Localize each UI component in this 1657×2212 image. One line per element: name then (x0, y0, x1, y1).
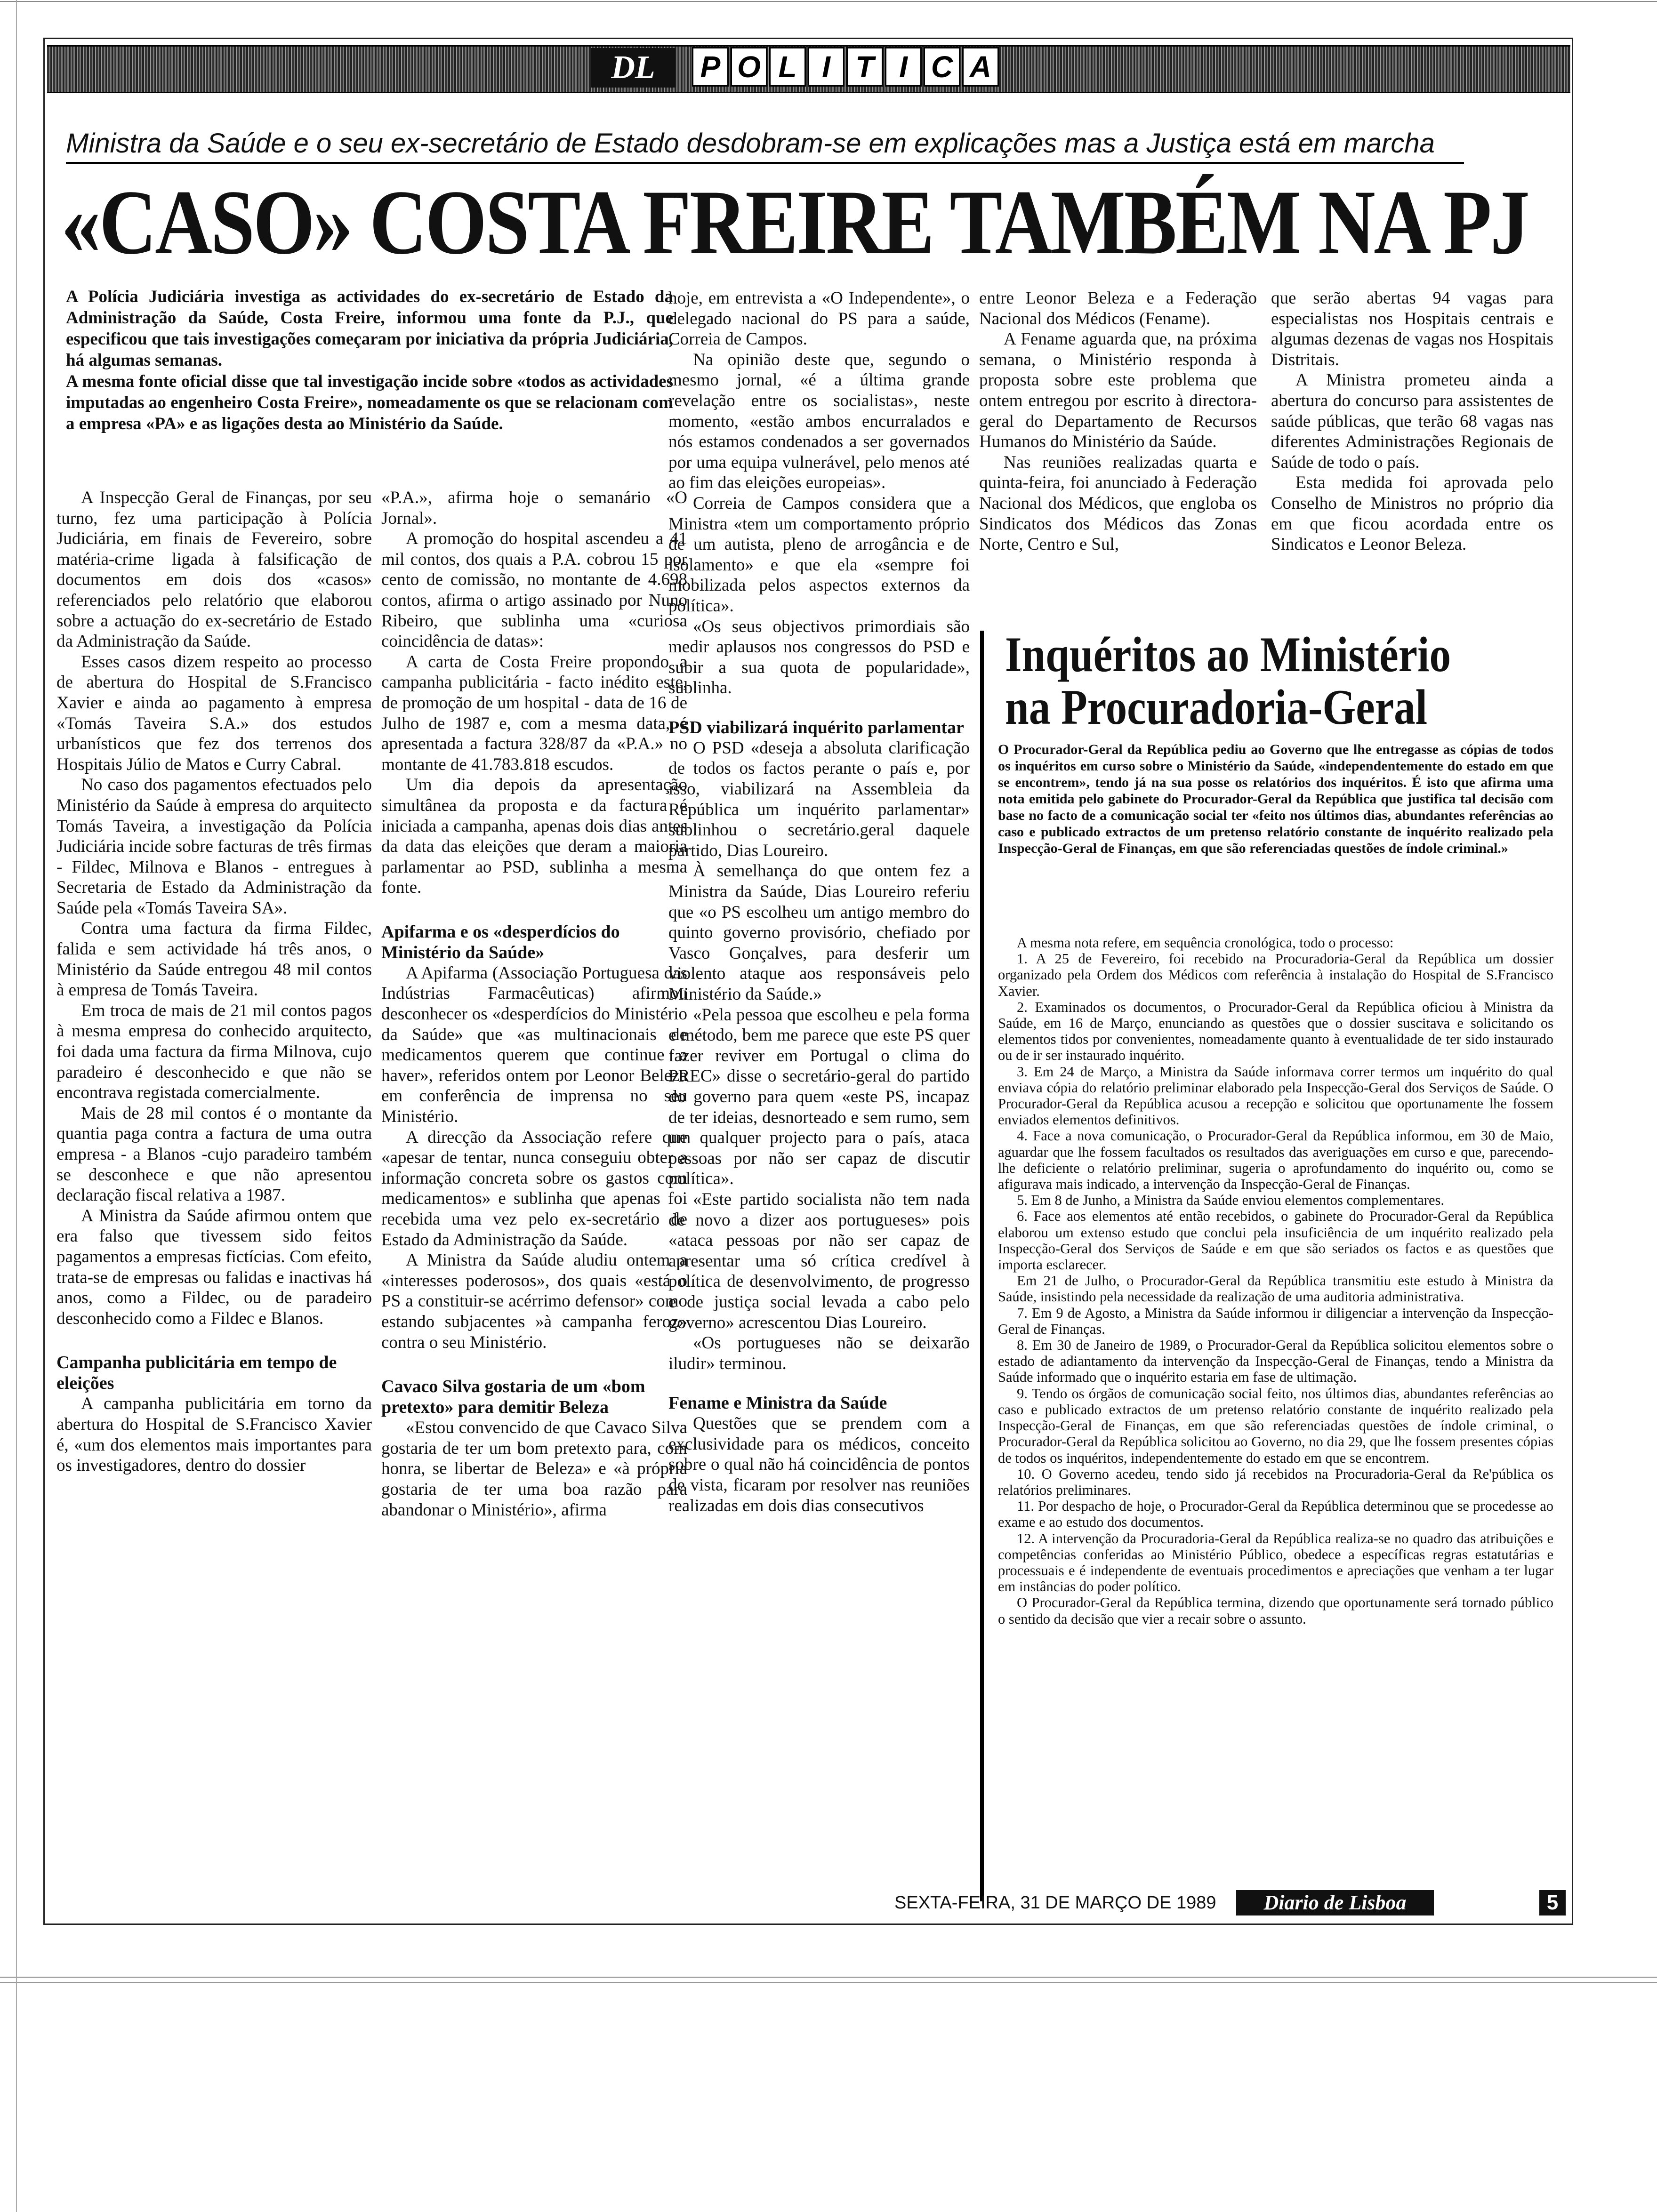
box-paragraph: 7. Em 9 de Agosto, a Ministra da Saúde informou ir diligenciar a intervenção da Inspecção-Geral de Finanças. (998, 1305, 1553, 1337)
box-headline (1005, 628, 1471, 734)
box-paragraph: 6. Face aos elementos até então recebidos, o gabinete do Procurador-Geral da República elaborou um extenso estudo que conclui pela insuficiência de um inquérito realizado pela Inspecção-Geral dos Serviços de Saúde e em que são seriados os factos e as questões que importa esclarecer. (998, 1208, 1553, 1273)
subheading: Fename e Ministra da Saúde (668, 1393, 887, 1413)
body-paragraph: «Os portugueses não se deixarão iludir» terminou. (668, 1333, 970, 1373)
box-paragraph: 1. A 25 de Fevereiro, foi recebido na Procuradoria-Geral da República um dossier organizado pela Ordem dos Médicos com referência à instalação do Hospital de S.Francisco Xavier. (998, 951, 1553, 999)
section-letter: P (692, 47, 729, 87)
body-paragraph: Mais de 28 mil contos é o montante da quantia paga contra a factura de uma outra empresa - a Blanos -cujo paradeiro também se desconhece e que não apresentou declaração fiscal relativa a 1987. (56, 1103, 372, 1205)
body-paragraph: Nas reuniões realizadas quarta e quinta-feira, foi anunciado à Federação Nacional dos Médicos, que engloba os Sindicatos dos Médicos das Zonas Norte, Centro e Sul, (979, 452, 1257, 554)
main-headline: «CASO» COSTA FREIRE TAMBÉM NA PJ (61, 171, 1528, 273)
body-paragraph: Um dia depois da apresentação simultânea da proposta e da factura é iniciada a campanha, apenas dois dias antes da data das eleições que deram a maioria parlamentar ao PSD, sublinha a mesma fonte. (381, 775, 687, 898)
lead-paragraph: A mesma fonte oficial disse que tal investigação incide sobre «todos as actividades imputadas ao engenheiro Costa Freire», nomeadamente os que se relacionam com a empresa «PA» e as ligações desta ao Ministério da Saúde. (66, 372, 673, 433)
section-letter: L (769, 47, 806, 87)
body-paragraph: «Este partido socialista não tem nada de novo a dizer aos portugueses» pois «ataca pessoas por não ser capaz de apresentar uma só crítica credível à política de desenvolvimento, de progresso e de justiça social levada a cabo pelo governo» acrescentou Dias Loureiro. (668, 1189, 970, 1332)
article-column-5 (1271, 288, 1553, 555)
body-paragraph: Esses casos dizem respeito ao processo de abertura do Hospital de S.Francisco Xavier e ainda ao pagamento à empresa «Tomás Taveira S.A.» dos estudos urbanísticos que fez dos terrenos dos Hospitais Júlio de Matos e Curry Cabral. (56, 652, 372, 774)
body-paragraph: A Apifarma (Associação Portuguesa das Indústrias Farmacêuticas) afirmou desconhecer os «desperdícios do Ministério da Saúde» que «as multinacionais de medicamentos querem que continue a haver», referidos ontem por Leonor Beleza em conferência de imprensa no seu Ministério. (381, 963, 687, 1127)
box-paragraph: 10. O Governo acedeu, tendo sido já recebidos na Procuradoria-Geral da Re'pública os relatórios preliminares. (998, 1466, 1553, 1498)
page-number: 5 (1539, 1890, 1566, 1915)
article-column-3 (668, 288, 970, 1516)
section-label-politica (692, 47, 999, 88)
body-paragraph: A Ministra prometeu ainda a abertura do concurso para assistentes de saúde públicas, que terão 68 vagas nas diferentes Administrações Regionais de Saúde de todo o país. (1271, 370, 1553, 472)
footer-newspaper-name: Diario de Lisboa (1236, 1890, 1434, 1915)
body-paragraph: entre Leonor Beleza e a Federação Nacional dos Médicos (Fename). (979, 289, 1257, 329)
box-lead: O Procurador-Geral da República pediu ao Governo que lhe entregasse as cópias de todos os inquéritos em curso sobre o Ministério da Saúde, «independentemente do estado em que se encontrem», tendo já na sua posse os relatórios dos inquéritos. É isto que afirma uma nota emitida pelo gabinete do Procurador-Geral da República que justifica tal decisão com base no facto de a comunicação social ter «feito nos últimos dias, abundantes referências ao caso e publicado extractos de um pretenso relatório constante de inquérito realizado pela Inspecção-Geral de Finanças, em que são referenciadas questões de índole criminal.» (998, 742, 1553, 856)
section-letter: I (808, 47, 845, 87)
article-column-4 (979, 288, 1257, 555)
section-letter: I (885, 47, 922, 87)
box-paragraph: 11. Por despacho de hoje, o Procurador-Geral da República determinou que se procedesse ao exame e ao estudo dos documentos. (998, 1498, 1553, 1531)
body-paragraph: A Ministra da Saúde afirmou ontem que era falso que tivessem sido feitos pagamentos a empresas fictícias. Com efeito, trata-se de empresas ou falidas e inactivas há anos, como a Fildec, ou de paradeiro desconhecido como a Fildec e Blanos. (56, 1206, 372, 1328)
box-paragraph: 5. Em 8 de Junho, a Ministra da Saúde enviou elementos complementares. (1017, 1192, 1445, 1209)
body-paragraph: No caso dos pagamentos efectuados pelo Ministério da Saúde à empresa do arquitecto Tomás Taveira, a investigação da Polícia Judiciária incide sobre facturas de três firmas - Fildec, Milnova e Blanos - entregues à Secretaria de Estado da Administração da Saúde pela «Tomás Taveira SA». (56, 775, 372, 918)
kicker-line: Ministra da Saúde e o seu ex-secretário de Estado desdobram-se em explicações mas a Justiça está em marcha (66, 127, 1464, 164)
body-paragraph: A Inspecção Geral de Finanças, por seu turno, fez uma participação à Polícia Judiciária, em finais de Fevereiro, sobre matéria-crime ligada à falsificação de documentos em dois dos «casos» referenciados pelo relatório que elaborou sobre a actuação do ex-secretário de Estado da Administração da Saúde. (56, 488, 372, 651)
article-column-2 (381, 488, 687, 1520)
box-paragraph: 9. Tendo os órgãos de comunicação social feito, nos últimos dias, abundantes referências ao caso e publicado extractos de um pretenso relatório constante de inquérito realizado pela Inspecção-Geral de Finanças, em que são referenciadas questões de índole criminal, o Procurador-Geral da República solicitou ao Governo, no dia 29, que lhe fossem presentes cópias de todos os inquéritos, independentemente do estado em que se encontrem. (998, 1385, 1553, 1466)
article-column-1 (56, 488, 372, 1476)
body-paragraph: «Estou convencido de que Cavaco Silva gostaria de ter um bom pretexto para, com honra, se libertar de Beleza» e «à própria gostaria de ter uma boa razão para abandonar o Ministério», afirma (381, 1418, 687, 1520)
body-paragraph: À semelhança do que ontem fez a Ministra da Saúde, Dias Loureiro referiu que «o PS escolheu um antigo membro do quinto governo provisório, chefiado por Vasco Gonçalves, para desferir um violento ataque aos responsáveis pelo Ministério da Saúde.» (668, 861, 970, 1004)
box-body (998, 935, 1553, 1627)
body-paragraph: A Fename aguarda que, na próxima semana, o Ministério responda à proposta sobre este problema que ontem entregou por escrito à directora-geral do Departamento de Recursos Humanos do Ministério da Saúde. (979, 329, 1257, 452)
section-letter: A (962, 47, 999, 87)
body-paragraph: que serão abertas 94 vagas para especialistas nos Hospitais centrais e algumas dezenas de vagas nos Hospitais Distritais. (1271, 289, 1553, 369)
body-paragraph: A promoção do hospital ascendeu a 41 mil contos, dos quais a P.A. cobrou 15 por cento de comissão, no montante de 4.698 contos, afirma o artigo assinado por Nuno Ribeiro, que sublinha uma «curiosa coincidência de datas»: (381, 529, 687, 651)
section-letter: T (846, 47, 883, 87)
body-paragraph: Contra uma factura da firma Fildec, falida e sem actividade há três anos, o Ministério da Saúde entregou 48 mil contos à empresa de Tomás Taveira. (56, 919, 372, 1000)
box-paragraph: 3. Em 24 de Março, a Ministra da Saúde informava correr termos um inquérito do qual enviava cópia do relatório preliminar elaborado pela Inspecção-Geral dos Serviços de Saúde. O Procurador-Geral da República acusou a recepção e solicitou que oportunamente lhe fossem enviados elementos definitivos. (998, 1063, 1553, 1128)
box-paragraph: O Procurador-Geral da República termina, dizendo que oportunamente será tornado público o sentido da decisão que vier a recair sobre o assunto. (998, 1595, 1553, 1627)
body-paragraph: Esta medida foi aprovada pelo Conselho de Ministros no próprio dia em que ficou acordada entre os Sindicatos e Leonor Beleza. (1271, 473, 1553, 554)
body-paragraph: «Pela pessoa que escolheu e pela forma e método, bem me parece que este PS quer fazer reviver em Portugal o clima do PREC» disse o secretário-geral do partido do governo para quem «este PS, incapaz de ter ideias, desnorteado e sem rumo, sem um qualquer projecto para o país, ataca pessoas por não ser capaz de discutir política». (668, 1005, 970, 1189)
box-paragraph: 2. Examinados os documentos, o Procurador-Geral da República oficiou à Ministra da Saúde, em 16 de Março, enunciando as questões que o dossier suscitava e solicitando os elementos tidos por convenientes, nomeadamente quanto à eventualidade de ter sido instaurado ou de ir ser instaurado inquérito. (998, 999, 1553, 1064)
body-paragraph: Na opinião deste que, segundo o mesmo jornal, «é a última grande revelação entre os socialistas», neste momento, «estão ambos encurralados e nós estamos condenados a ser governados por uma equipa vulnerável, pelo menos até ao fim das eleições europeias». (668, 350, 970, 493)
newspaper-logo: DL (591, 48, 676, 88)
lead-paragraph: A Polícia Judiciária investiga as actividades do ex-secretário de Estado da Administração da Saúde, Costa Freire, informou uma fonte da P.J., que especificou que tais investigações começaram por iniciativa da própria Judiciária, há algumas semanas. (66, 287, 673, 370)
body-paragraph: Correia de Campos considera que a Ministra «tem um comportamento próprio de um autista, pleno de arrogância e de isolamento» e que ela «sempre foi mobilizada pelos aspectos externos da política». (668, 493, 970, 616)
body-paragraph: «P.A.», afirma hoje o semanário «O Jornal». (381, 488, 687, 528)
body-paragraph: O PSD «deseja a absoluta clarificação de todos os factos perante o país e, por isso, viabilizará na Assembleia da República um inquérito parlamentar» sublinhou o secretário.geral daquele partido, Dias Loureiro. (668, 738, 970, 860)
subheading: Campanha publicitária em tempo de eleições (56, 1353, 337, 1394)
body-paragraph: A campanha publicitária em torno da abertura do Hospital de S.Francisco Xavier é, «um dos elementos mais importantes para os investigadores, dentro do dossier (56, 1394, 372, 1475)
box-headline-line: Inquéritos ao Ministério (1005, 627, 1451, 682)
box-headline-line: na Procuradoria-Geral (1005, 680, 1428, 735)
footer-dateline: SEXTA-FEIRA, 31 DE MARÇO DE 1989 (894, 1893, 1216, 1913)
body-paragraph: A carta de Costa Freire propondo a campanha publicitária - facto inédito este, de promoção de um hospital - data de 16 de Julho de 1987 e, com a mesma data, é apresentada a factura 328/87 da «P.A.» no montante de 41.783.818 escudos. (381, 652, 687, 774)
subheading: PSD viabilizará inquérito parlamentar (668, 717, 965, 737)
subheading: Apifarma e os «desperdícios do Ministério da Saúde» (381, 922, 620, 962)
section-letter: O (731, 47, 767, 87)
subheading: Cavaco Silva gostaria de um «bom pretexto» para demitir Beleza (381, 1377, 645, 1418)
section-letter: C (924, 47, 960, 87)
box-paragraph: A mesma nota refere, em sequência cronológica, todo o processo: (1017, 935, 1394, 951)
box-paragraph: 8. Em 30 de Janeiro de 1989, o Procurador-Geral da República solicitou elementos sobre o estado de adiantamento da intervenção da Inspecção-Geral de Finanças, tendo a Ministra da Saúde informado que o inquérito estaria em fase de ultimação. (998, 1337, 1553, 1386)
box-paragraph: Em 21 de Julho, o Procurador-Geral da República transmitiu este estudo à Ministra da Saúde, insistindo pela necessidade da realização de uma auditoria administrativa. (998, 1273, 1553, 1305)
body-paragraph: A direcção da Associação refere que «apesar de tentar, nunca conseguiu obter a informação concreta sobre os gastos com medicamentos» e sublinha que apenas foi recebida uma vez pelo ex-secretário de Estado da Administração da Saúde. (381, 1127, 687, 1250)
body-paragraph: hoje, em entrevista a «O Independente», o delegado nacional do PS para a saúde, Correia de Campos. (668, 289, 970, 349)
body-paragraph: Em troca de mais de 21 mil contos pagos à mesma empresa do conhecido arquitecto, foi dada uma factura da firma Milnova, cujo paradeiro é desconhecido e que não se encontrava registada comercialmente. (56, 1001, 372, 1103)
body-paragraph: A Ministra da Saúde aludiu ontem a «interesses poderosos», dos quais «está o PS a constituir-se acérrimo defensor» como estando subjacentes »à campanha feroz» contra o seu Ministério. (381, 1250, 687, 1352)
box-paragraph: 4. Face a nova comunicação, o Procurador-Geral da República informou, em 30 de Maio, aguardar que lhe fossem facultados os resultados das averiguações em curso e que, parecendo-lhe deficiente o relatório preliminar, sugeria o aprofundamento do inquérito ou, como se afigurava mais indicado, a intervenção da Inspecção-Geral de Finanças. (998, 1128, 1553, 1193)
body-paragraph: Questões que se prendem com a exclusividade para os médicos, conceito sobre o qual não há coincidência de pontos de vista, ficaram por resolver nas reuniões realizadas em dois dias consecutivos (668, 1414, 970, 1515)
article-lead (66, 286, 673, 434)
body-paragraph: «Os seus objectivos primordiais são medir aplausos nos congressos do PSD e subir a sua quota de popularidade», sublinha. (668, 617, 970, 698)
box-paragraph: 12. A intervenção da Procuradoria-Geral da República realiza-se no quadro das atribuições e competências conferidas ao Ministério Público, obedece a específicas regras estatutárias e processuais e é independente de eventuais procedimentos e apreciações que venham a ter lugar em instâncias do poder político. (998, 1530, 1553, 1595)
box-vertical-rule (980, 631, 984, 1901)
